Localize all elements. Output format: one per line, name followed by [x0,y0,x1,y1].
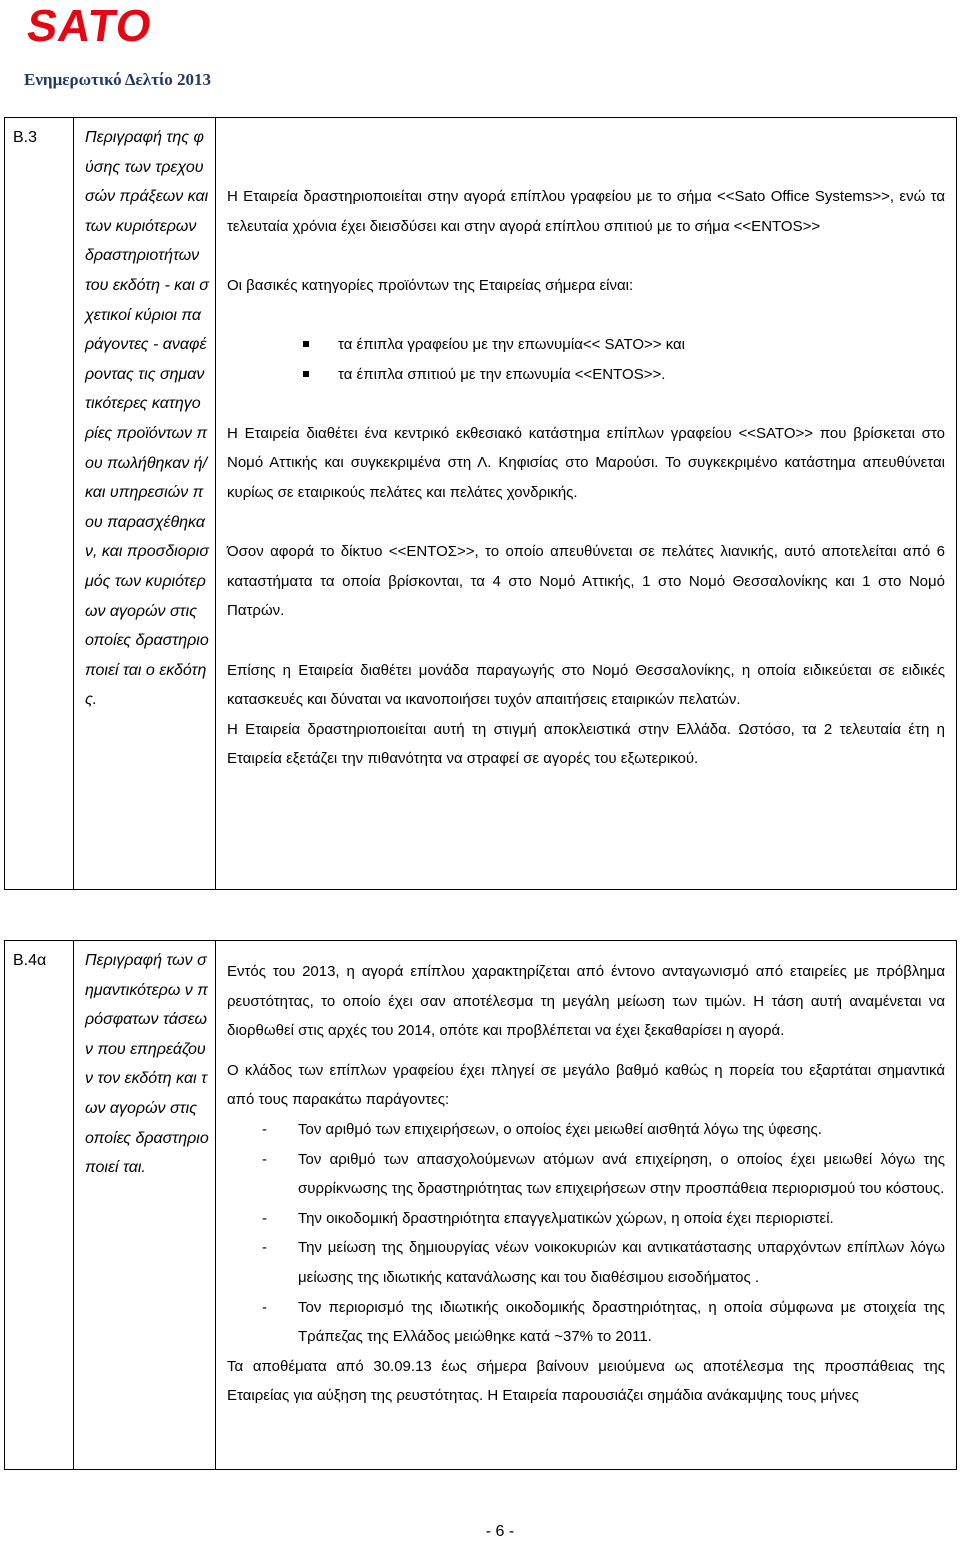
section-b4a-table [4,940,957,1470]
section-b3-paragraph-3: Η Εταιρεία διαθέτει ένα κεντρικό εκθεσιακό κατάστημα επίπλων γραφείου <<SATO>> που βρίσκεται στο Νομό Αττικής και συγκεκριμένα στη Λ. Κηφισίας στο Μαρούσι. Το συγκεκριμένο κατάστημα απευθύνεται κυρίως σε εταιρικούς πελάτες και πελάτες χονδρικής. [227,424,945,501]
section-b3-paragraph-4: Όσον αφορά το δίκτυο <<ΕΝΤΟΣ>>, το οποίο απευθύνεται σε πελάτες λιανικής, αυτό αποτελείται από 6 καταστήματα τα οποία βρίσκονται, τα 4 στο Νομό Αττικής, 1 στο Νομό Θεσσαλονίκης και 1 στο Νομό Πατρών. [227,543,945,620]
section-b3-paragraph-5: Επίσης η Εταιρεία διαθέτει μονάδα παραγωγής στο Νομό Θεσσαλονίκης, η οποία ειδικεύεται σε ειδικές κατασκευές και δύναται να ικανοποιήσει τυχόν απαιτήσεις εταιρικών πελατών. [227,661,945,709]
section-b3-paragraph-2: Οι βασικές κατηγορίες προϊόντων της Εταιρείας σήμερα είναι: [227,276,634,294]
section-b3-id: B.3 [13,129,38,146]
list-item-text: τα έπιπλα γραφείου με την επωνυμία<< SATO>> και [338,335,686,353]
dash-bullet: - [262,1239,267,1257]
sato-logo: SATO [23,0,156,51]
section-b3-label: Περιγραφή της φύσης των τρεχουσών πράξεων και των κυριότερων δραστηριοτήτων του εκδότη - και σχετικοί κύριοι παράγοντες - αναφέροντας τις σημαντικότερες κατηγορίες προϊόντων που πωλήθηκαν ή/και υπηρεσιών που παρασχέθηκαν, και προσδιορισμός των κυριότερων αγορών στις οποίες δραστηριοποιεί ται ο εκδότης. [85,129,209,709]
square-bullet-icon [303,371,309,377]
section-b3-paragraph-6: Η Εταιρεία δραστηριοποιείται αυτή τη στιγμή αποκλειστικά στην Ελλάδα. Ωστόσο, τα 2 τελευταία έτη η Εταιρεία εξετάζει την πιθανότητα να στραφεί σε αγορές του εξωτερικού. [227,720,945,768]
list-item-text: Τον αριθμό των επιχειρήσεων, ο οποίος έχει μειωθεί αισθητά λόγω της ύφεσης. [298,1120,822,1138]
list-item-text: Την οικοδομική δραστηριότητα επαγγελματικών χώρων, η οποία έχει περιοριστεί. [298,1209,834,1227]
dash-bullet: - [262,1120,267,1138]
section-b3-paragraph-1: Η Εταιρεία δραστηριοποιείται στην αγορά επίπλου γραφείου με το σήμα <<Sato Office Systems>>, ενώ τα τελευταία χρόνια έχει διεισδύσει και στην αγορά επίπλου σπιτιού με το σήμα <<ENTOS>> [227,188,945,235]
page-number: - 6 - [485,1523,515,1540]
list-item [227,360,945,390]
square-bullet-icon [303,341,309,347]
section-b4a-paragraph-2: Ο κλάδος των επίπλων γραφείου έχει πληγεί σε μεγάλο βαθμό καθώς η πορεία του εξαρτάται σημαντικά από τους παρακάτω παράγοντες: [227,1061,945,1109]
product-categories-list [227,330,945,389]
list-item [227,1204,945,1234]
section-b4a-label: Περιγραφή των σημαντικότερω ν πρόσφατων τάσεων που επηρεάζουν τον εκδότη και των αγορών στις οποίες δραστηριοποιεί ται. [85,952,209,1177]
list-item-text: Τον αριθμό των απασχολούμενων ατόμων ανά επιχείρηση, ο οποίος έχει μειωθεί λόγω της συρρίκνωσης της δραστηριότητας των επιχειρήσεων στην προσπάθεια περιορισμού του κόστους. [298,1150,945,1198]
list-item [227,1293,945,1352]
list-item [227,330,945,360]
section-b4a-id-cell [5,941,74,1470]
list-item-text: τα έπιπλα σπιτιού με την επωνυμία <<ENTOS>>. [338,365,666,383]
section-b4a-id: B.4α [13,952,47,969]
section-b3-table [4,117,957,890]
list-item [227,1233,945,1292]
section-b3-label-cell [74,118,216,890]
dash-bullet: - [262,1209,267,1227]
section-b4a-label-cell [74,941,216,1470]
list-item [227,1115,945,1145]
section-b4a-paragraph-3: Τα αποθέματα από 30.09.13 έως σήμερα βαίνουν μειούμενα ως αποτέλεσμα της προσπάθειας της Εταιρείας για αύξηση της ρευστότητας. Η Εταιρεία παρουσιάζει σημάδια ανάκαμψης τους μήνες [227,1357,945,1405]
section-b4a-content-cell [216,941,957,1470]
list-item-text: Την μείωση της δημιουργίας νέων νοικοκυριών και αντικατάστασης υπαρχόντων επίπλων λόγω μείωσης της ιδιωτικής κατανάλωσης και του διαθέσιμου εισοδήματος . [298,1239,945,1286]
market-factors-list [227,1115,945,1352]
dash-bullet: - [262,1298,267,1316]
dash-bullet: - [262,1150,267,1168]
section-b4a-paragraph-1: Εντός του 2013, η αγορά επίπλου χαρακτηρίζεται από έντονο ανταγωνισμό από εταιρείες με πρόβλημα ρευστότητας, το οποίο έχει σαν αποτέλεσμα τη μεγάλη μείωση των τιμών. Η τάση αυτή αναμένεται να διορθωθεί στις αρχές του 2014, οπότε και προβλέπεται να έχει ξεκαθαρίσει η αγορά. [227,963,945,1040]
document-subtitle: Ενημερωτικό Δελτίο 2013 [24,70,212,89]
section-b3-content-cell [216,118,957,890]
list-item [227,1145,945,1204]
section-b3-id-cell [5,118,74,890]
list-item-text: Τον περιορισμό της ιδιωτικής οικοδομικής δραστηριότητας, η οποία σύμφωνα με στοιχεία της Τράπεζας της Ελλάδος μειώθηκε κατά ~37% το 2011. [298,1298,945,1346]
